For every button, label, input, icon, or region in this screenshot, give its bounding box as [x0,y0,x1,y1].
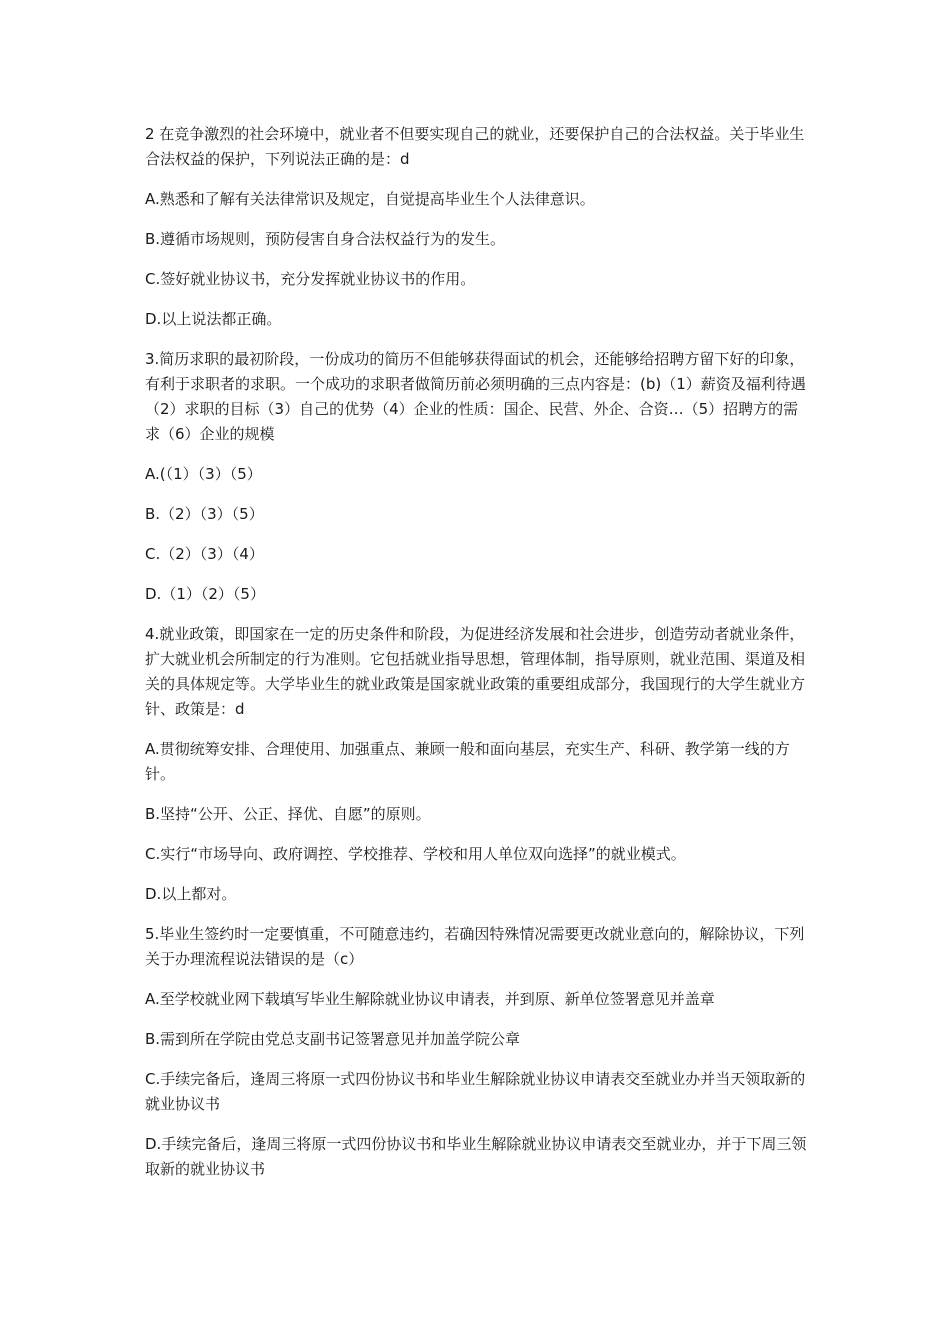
question-2-option-d: D.以上说法都正确。 [145,310,282,328]
question-2-option-c: C.签好就业协议书，充分发挥就业协议书的作用。 [145,270,476,288]
question-2-option-a: A.熟悉和了解有关法律常识及规定，自觉提高毕业生个人法律意识。 [145,190,595,208]
question-5-option-b: B.需到所在学院由党总支副书记签署意见并加盖学院公章 [145,1030,521,1048]
question-3-option-d: D.（1）（2）（5） [145,585,265,603]
question-2-stem: 2 在竞争激烈的社会环境中，就业者不但要实现自己的就业，还要保护自己的合法权益。关于毕业生合法权益的保护，下列说法正确的是：d [145,125,805,168]
document-page [145,122,813,1197]
question-5-option-c: C.手续完备后，逢周三将原一式四份协议书和毕业生解除就业协议申请表交至就业办并当天领取新的就业协议书 [145,1070,806,1113]
question-3-stem: 3.简历求职的最初阶段，一份成功的简历不但能够获得面试的机会，还能够给招聘方留下好的印象，有利于求职者的求职。一个成功的求职者做简历前必须明确的三点内容是：(b)（1）薪资及福利待遇（2）求职的目标（3）自己的优势（4）企业的性质：国企、民营、外企、合资…（5）招聘方的需求（6）企业的规模 [145,350,806,443]
question-4-option-c: C.实行“市场导向、政府调控、学校推荐、学校和用人单位双向选择”的就业模式。 [145,845,686,863]
question-5-stem: 5.毕业生签约时一定要慎重，不可随意违约，若确因特殊情况需要更改就业意向的，解除协议，下列关于办理流程说法错误的是（c） [145,925,805,968]
question-4-option-d: D.以上都对。 [145,885,237,903]
question-4-option-a: A.贯彻统筹安排、合理使用、加强重点、兼顾一般和面向基层，充实生产、科研、教学第一线的方针。 [145,740,790,783]
question-5-option-d: D.手续完备后，逢周三将原一式四份协议书和毕业生解除就业协议申请表交至就业办，并于下周三领取新的就业协议书 [145,1135,807,1178]
question-5-option-a: A.至学校就业网下载填写毕业生解除就业协议申请表，并到原、新单位签署意见并盖章 [145,990,715,1008]
question-3-option-a: A.(（1）（3）（5） [145,465,262,483]
question-3-option-b: B.（2）（3）（5） [145,505,264,523]
question-3-option-c: C.（2）（3）（4） [145,545,264,563]
question-4-stem: 4.就业政策，即国家在一定的历史条件和阶段，为促进经济发展和社会进步，创造劳动者就业条件，扩大就业机会所制定的行为准则。它包括就业指导思想，管理体制，指导原则，就业范围、渠道及相关的具体规定等。大学毕业生的就业政策是国家就业政策的重要组成部分，我国现行的大学生就业方针、政策是：d [145,625,806,718]
question-2-option-b: B.遵循市场规则，预防侵害自身合法权益行为的发生。 [145,230,506,248]
question-4-option-b: B.坚持“公开、公正、择优、自愿”的原则。 [145,805,431,823]
